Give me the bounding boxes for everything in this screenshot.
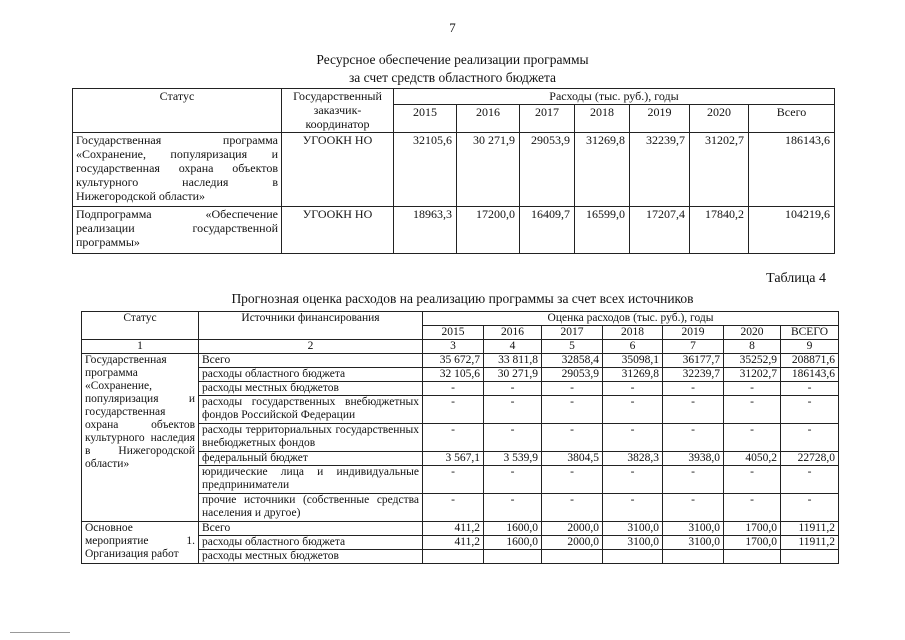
forecast-value: 3 539,9 bbox=[484, 452, 542, 466]
forecast-value: - bbox=[423, 494, 484, 522]
forecast-value: 3938,0 bbox=[663, 452, 724, 466]
forecast-value bbox=[724, 550, 781, 564]
forecast-value bbox=[542, 550, 603, 564]
header-status: Статус bbox=[73, 89, 282, 133]
forecast-value: 3100,0 bbox=[663, 536, 724, 550]
row-value: 31202,7 bbox=[690, 133, 749, 207]
forecast-value: 35252,9 bbox=[724, 354, 781, 368]
forecast-value: 36177,7 bbox=[663, 354, 724, 368]
forecast-value: 3100,0 bbox=[663, 522, 724, 536]
row-customer: УГООКН НО bbox=[282, 133, 394, 207]
forecast-value: - bbox=[484, 382, 542, 396]
forecast-value: 31202,7 bbox=[724, 368, 781, 382]
forecast-value: 411,2 bbox=[423, 536, 484, 550]
header-year: 2019 bbox=[663, 326, 724, 340]
row-value: 32239,7 bbox=[630, 133, 690, 207]
forecast-value: - bbox=[542, 424, 603, 452]
forecast-value: 35 672,7 bbox=[423, 354, 484, 368]
row-value: 104219,6 bbox=[749, 207, 835, 254]
forecast-value: 31269,8 bbox=[603, 368, 663, 382]
forecast-value: - bbox=[423, 382, 484, 396]
header-sources: Источники финансирования bbox=[199, 312, 423, 340]
forecast-value: - bbox=[423, 466, 484, 494]
header-status: Статус bbox=[82, 312, 199, 340]
funding-source: юридические лица и индивидуальные предприниматели bbox=[199, 466, 423, 494]
forecast-value: - bbox=[603, 466, 663, 494]
forecast-value: - bbox=[724, 424, 781, 452]
forecast-value: - bbox=[484, 396, 542, 424]
row-customer: УГООКН НО bbox=[282, 207, 394, 254]
forecast-value bbox=[781, 550, 839, 564]
forecast-value: - bbox=[781, 382, 839, 396]
forecast-value: 186143,6 bbox=[781, 368, 839, 382]
funding-source: расходы местных бюджетов bbox=[199, 550, 423, 564]
forecast-value: - bbox=[542, 396, 603, 424]
row-value: 18963,3 bbox=[394, 207, 457, 254]
funding-source: расходы государственных внебюджетных фондов Российской Федерации bbox=[199, 396, 423, 424]
header-year: 2015 bbox=[423, 326, 484, 340]
forecast-value: 33 811,8 bbox=[484, 354, 542, 368]
forecast-value: - bbox=[542, 382, 603, 396]
header-year: 2020 bbox=[724, 326, 781, 340]
forecast-value: 1600,0 bbox=[484, 536, 542, 550]
forecast-value: - bbox=[603, 382, 663, 396]
forecast-value: 3 567,1 bbox=[423, 452, 484, 466]
row-status: Подпрограмма «Обеспечение реализации государственной программы» bbox=[73, 207, 282, 254]
table-row bbox=[73, 133, 835, 207]
funding-source: Всего bbox=[199, 522, 423, 536]
table-row bbox=[82, 522, 839, 536]
forecast-value: 3828,3 bbox=[603, 452, 663, 466]
header-estimate: Оценка расходов (тыс. руб.), годы bbox=[423, 312, 839, 326]
column-number: 4 bbox=[484, 340, 542, 354]
forecast-value: 411,2 bbox=[423, 522, 484, 536]
row-value: 186143,6 bbox=[749, 133, 835, 207]
forecast-value: 3100,0 bbox=[603, 536, 663, 550]
table-row bbox=[82, 354, 839, 368]
header-year: 2018 bbox=[603, 326, 663, 340]
forecast-value: - bbox=[542, 494, 603, 522]
forecast-value: - bbox=[423, 424, 484, 452]
forecast-value: - bbox=[603, 494, 663, 522]
column-number: 5 bbox=[542, 340, 603, 354]
header-year: 2016 bbox=[457, 105, 520, 133]
forecast-value: 3100,0 bbox=[603, 522, 663, 536]
header-year: 2017 bbox=[520, 105, 575, 133]
funding-source: расходы областного бюджета bbox=[199, 536, 423, 550]
forecast-value: - bbox=[724, 396, 781, 424]
forecast-value: - bbox=[542, 466, 603, 494]
forecast-value: 35098,1 bbox=[603, 354, 663, 368]
row-value: 16599,0 bbox=[575, 207, 630, 254]
column-number: 2 bbox=[199, 340, 423, 354]
forecast-value: - bbox=[423, 396, 484, 424]
row-status: Государственная программа «Сохранение, популяризация и государственная охрана объектов культурного наследия в Нижегородской области» bbox=[73, 133, 282, 207]
forecast-value: - bbox=[781, 424, 839, 452]
forecast-value: - bbox=[724, 466, 781, 494]
row-value: 17200,0 bbox=[457, 207, 520, 254]
forecast-value bbox=[484, 550, 542, 564]
resource-table bbox=[72, 88, 835, 254]
forecast-value: 2000,0 bbox=[542, 522, 603, 536]
forecast-value: - bbox=[603, 424, 663, 452]
row-value: 16409,7 bbox=[520, 207, 575, 254]
column-number: 3 bbox=[423, 340, 484, 354]
section1-title-line1: Ресурсное обеспечение реализации программы bbox=[316, 52, 589, 67]
row-value: 29053,9 bbox=[520, 133, 575, 207]
forecast-value: - bbox=[663, 382, 724, 396]
forecast-value bbox=[423, 550, 484, 564]
page-edge-line bbox=[10, 632, 70, 633]
forecast-value: 32239,7 bbox=[663, 368, 724, 382]
header-year: 2016 bbox=[484, 326, 542, 340]
forecast-value: - bbox=[663, 424, 724, 452]
forecast-value: - bbox=[724, 382, 781, 396]
column-number: 1 bbox=[82, 340, 199, 354]
forecast-value: 32858,4 bbox=[542, 354, 603, 368]
funding-source: Всего bbox=[199, 354, 423, 368]
forecast-value: - bbox=[484, 424, 542, 452]
row-value: 30 271,9 bbox=[457, 133, 520, 207]
forecast-value bbox=[603, 550, 663, 564]
forecast-value: 22728,0 bbox=[781, 452, 839, 466]
funding-source: федеральный бюджет bbox=[199, 452, 423, 466]
funding-source: расходы территориальных государственных внебюджетных фондов bbox=[199, 424, 423, 452]
row-value: 17207,4 bbox=[630, 207, 690, 254]
forecast-value: - bbox=[484, 466, 542, 494]
forecast-value: 32 105,6 bbox=[423, 368, 484, 382]
forecast-value: 11911,2 bbox=[781, 522, 839, 536]
forecast-value: - bbox=[484, 494, 542, 522]
header-total: ВСЕГО bbox=[781, 326, 839, 340]
forecast-value: 4050,2 bbox=[724, 452, 781, 466]
section2-title: Прогнозная оценка расходов на реализацию программы за счет всех источников bbox=[231, 291, 694, 306]
forecast-value: 30 271,9 bbox=[484, 368, 542, 382]
forecast-value: 29053,9 bbox=[542, 368, 603, 382]
forecast-value: 1700,0 bbox=[724, 536, 781, 550]
row-value: 31269,8 bbox=[575, 133, 630, 207]
table-label: Таблица 4 bbox=[766, 271, 826, 286]
forecast-value: - bbox=[663, 494, 724, 522]
forecast-value: 208871,6 bbox=[781, 354, 839, 368]
forecast-value: - bbox=[781, 466, 839, 494]
forecast-value: - bbox=[663, 396, 724, 424]
forecast-value: 1700,0 bbox=[724, 522, 781, 536]
table-row bbox=[73, 207, 835, 254]
column-number: 8 bbox=[724, 340, 781, 354]
column-number: 6 bbox=[603, 340, 663, 354]
header-customer: Государственный заказчик-координатор bbox=[282, 89, 394, 133]
funding-source: расходы местных бюджетов bbox=[199, 382, 423, 396]
section1-title-line2: за счет средств областного бюджета bbox=[348, 70, 557, 85]
header-year: 2019 bbox=[630, 105, 690, 133]
forecast-value: - bbox=[663, 466, 724, 494]
group-status: Основное мероприятие 1. Организация работ bbox=[82, 522, 199, 564]
column-number: 7 bbox=[663, 340, 724, 354]
funding-source: прочие источники (собственные средства населения и другое) bbox=[199, 494, 423, 522]
funding-source: расходы областного бюджета bbox=[199, 368, 423, 382]
group-status: Государственная программа «Сохранение, популяризация и государственная охрана объектов культурного наследия в Нижегородской области» bbox=[82, 354, 199, 522]
forecast-value: 2000,0 bbox=[542, 536, 603, 550]
header-expenses: Расходы (тыс. руб.), годы bbox=[394, 89, 835, 105]
header-year: 2015 bbox=[394, 105, 457, 133]
forecast-table bbox=[81, 311, 839, 564]
forecast-value: - bbox=[724, 494, 781, 522]
forecast-value: 1600,0 bbox=[484, 522, 542, 536]
header-year: 2020 bbox=[690, 105, 749, 133]
page-number: 7 bbox=[449, 20, 456, 35]
forecast-value: - bbox=[603, 396, 663, 424]
forecast-value: - bbox=[781, 396, 839, 424]
row-value: 17840,2 bbox=[690, 207, 749, 254]
header-year: 2017 bbox=[542, 326, 603, 340]
forecast-value bbox=[663, 550, 724, 564]
row-value: 32105,6 bbox=[394, 133, 457, 207]
forecast-value: - bbox=[781, 494, 839, 522]
header-total: Всего bbox=[749, 105, 835, 133]
forecast-value: 11911,2 bbox=[781, 536, 839, 550]
header-year: 2018 bbox=[575, 105, 630, 133]
column-number: 9 bbox=[781, 340, 839, 354]
forecast-value: 3804,5 bbox=[542, 452, 603, 466]
